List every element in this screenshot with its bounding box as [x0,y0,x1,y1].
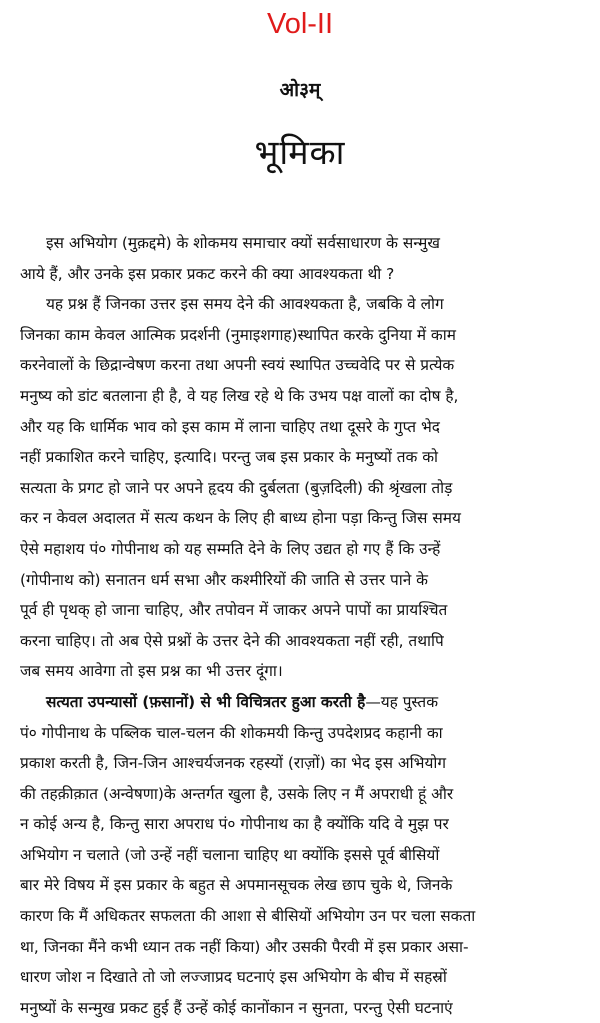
text-line: धारण जोश न दिखाते तो जो लज्जाप्रद घटनाएं इस अभियोग के बीच में सहस्रों [20,968,447,987]
text-line [20,687,584,718]
text-line: पं० गोपीनाथ के पब्लिक चाल-चलन की शोकमयी किन्तु उपदेशप्रद कहानी का [20,723,443,742]
lead-rest: —यह पुस्तक [365,692,439,711]
volume-label: Vol-II [266,8,334,40]
text-line: आये हैं, और उनके इस प्रकार प्रकट करने की क्या आवश्यकता थी ? [20,264,395,283]
text-line: बार मेरे विषय में इस प्रकार के बहुत से अपमानसूचक लेख छाप चुके थे, जिनके [20,876,453,895]
text-line: मनुष्यों के सन्मुख प्रकट हुई हैं उन्हें कोई कानोंकान न सुनता, परन्तु ऐसी घटनाएं [20,998,453,1017]
text-line: इस अभियोग (मुक़द्दमे) के शोकमय समाचार क्यों सर्वसाधारण के सन्मुख [46,234,440,252]
text-line: और यह कि धार्मिक भाव को इस काम में लाना चाहिए तथा दूसरे के गुप्त भेद [20,417,440,436]
text-line: था, जिनका मैंने कभी ध्यान तक नहीं किया) और उसकी पैरवी में इस प्रकार असा- [20,937,469,956]
text-line: न कोई अन्य है, किन्तु सारा अपराध पं० गोपीनाथ का है क्योंकि यदि वे मुझ पर [20,815,449,834]
text-line: कर न केवल अदालत में सत्य कथन के लिए ही बाध्य होना पड़ा किन्तु जिस समय [20,509,461,528]
text-line: मनुष्य को डांट बतलाना ही है, वे यह लिख रहे थे कि उभय पक्ष वालों का दोष है, [20,386,459,405]
text-line: जिनका काम केवल आत्मिक प्रदर्शनी (नुमाइशगाह)स्थापित करके दुनिया में काम [20,325,456,344]
text-line: अभियोग न चलाते (जो उन्हें नहीं चलाना चाहिए था क्योंकि इससे पूर्व बीसियों [20,845,440,864]
om-heading: ओ३म् [279,79,321,101]
paragraph [20,228,584,289]
paragraph [20,289,584,687]
page-title: भूमिका [254,133,346,173]
text-line: करनेवालों के छिद्रान्वेषण करना तथा अपनी स्वयं स्थापित उच्चवेदि पर से प्रत्येक [20,356,455,375]
text-line: यह प्रश्न हैं जिनका उत्तर इस समय देने की आवश्यकता है, जबकि वे लोग [46,295,444,314]
text-line: प्रकाश करती है, जिन-जिन आश्चर्यजनक रहस्यों (राज़ों) का भेद इस अभियोग [20,754,447,773]
text-line: की तहक़ीक़ात (अन्वेषणा)के अन्तर्गत खुला है, उसके लिए न मैं अपराधी हूं और [20,784,454,803]
text-line: सत्यता के प्रगट हो जाने पर अपने हृदय की दुर्बलता (बुज़दिली) की श्रृंखला तोड़ [20,478,453,497]
text-line: कारण कि मैं अधिकतर सफलता की आशा से बीसियों अभियोग उन पर चला सकता [20,907,476,926]
body-text [20,228,584,1023]
text-line: ऐसे महाशय पं० गोपीनाथ को यह सम्मति देने के लिए उद्यत हो गए हैं कि उन्हें [20,539,441,558]
text-line: जब समय आवेगा तो इस प्रश्न का भी उत्तर दूंगा। [20,662,283,681]
text-line: करना चाहिए। तो अब ऐसे प्रश्नों के उत्तर देने की आवश्यकता नहीं रही, तथापि [20,631,444,650]
bold-lead: सत्यता उपन्यासों (फ़सानों) से भी विचित्रतर हुआ करती है [46,692,366,711]
text-line: नहीं प्रकाशित करने चाहिए, इत्यादि। परन्तु जब इस प्रकार के मनुष्यों तक को [20,448,439,467]
text-line: (गोपीनाथ को) सनातन धर्म सभा और कश्मीरियों की जाति से उत्तर पाने के [20,570,429,589]
paragraph [20,687,584,1023]
text-line: पूर्व ही पृथक् हो जाना चाहिए, और तपोवन में जाकर अपने पापों का प्रायश्चित [20,601,448,620]
